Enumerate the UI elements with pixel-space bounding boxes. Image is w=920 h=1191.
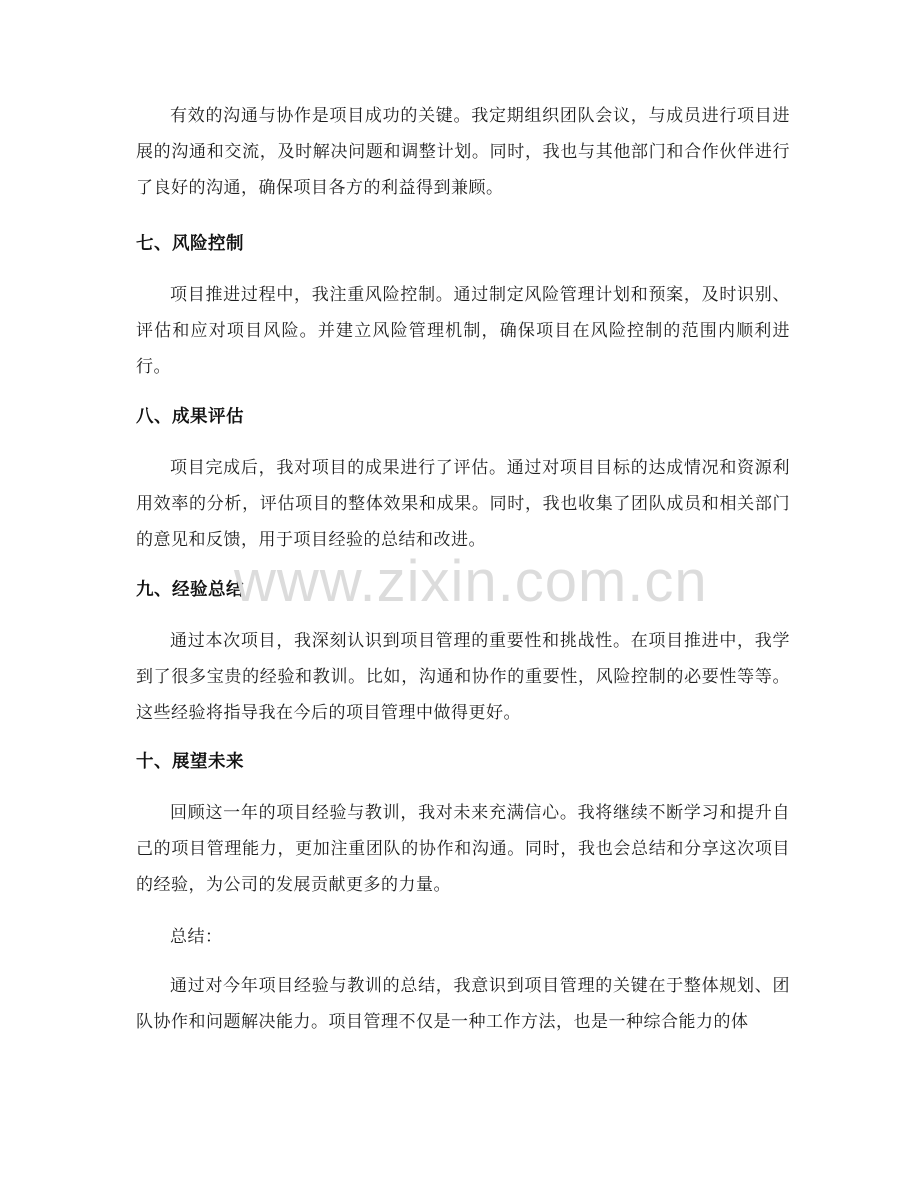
summary-label: 总结：	[170, 927, 223, 947]
risk-paragraph: 项目推进过程中，我注重风险控制。通过制定风险管理计划和预案，及时识别、评估和应对项目风险。并建立风险管理机制，确保项目在风险控制的范围内顺利进行。	[136, 285, 790, 377]
experience-heading: 九、经验总结	[136, 580, 244, 600]
summary-label-block	[136, 919, 790, 955]
summary-body	[136, 968, 790, 1040]
risk-section	[136, 229, 790, 259]
watermark: www.zixin.com.cn	[234, 549, 708, 614]
experience-paragraph: 通过本次项目，我深刻认识到项目管理的重要性和挑战性。在项目推进中，我学到了很多宝贵的经验和教训。比如，沟通和协作的重要性，风险控制的必要性等等。这些经验将指导我在今后的项目管理中做得更好。	[136, 631, 790, 723]
risk-heading: 七、风险控制	[136, 234, 244, 254]
outlook-section	[136, 747, 790, 777]
evaluation-heading: 八、成果评估	[136, 407, 244, 427]
summary-paragraph: 通过对今年项目经验与教训的总结，我意识到项目管理的关键在于整体规划、团队协作和问题解决能力。项目管理不仅是一种工作方法，也是一种综合能力的体	[136, 976, 790, 1032]
evaluation-paragraph: 项目完成后，我对项目的成果进行了评估。通过对项目目标的达成情况和资源利用效率的分析，评估项目的整体效果和成果。同时，我也收集了团队成员和相关部门的意见和反馈，用于项目经验的总结和改进。	[136, 458, 790, 550]
experience-section	[136, 575, 790, 605]
evaluation-body	[136, 450, 790, 558]
outlook-paragraph: 回顾这一年的项目经验与教训，我对未来充满信心。我将继续不断学习和提升自己的项目管理能力，更加注重团队的协作和沟通。同时，我也会总结和分享这次项目的经验，为公司的发展贡献更多的力量。	[136, 803, 790, 895]
outlook-heading: 十、展望未来	[136, 752, 244, 772]
communication-paragraph: 有效的沟通与协作是项目成功的关键。我定期组织团队会议，与成员进行项目进展的沟通和交流，及时解决问题和调整计划。同时，我也与其他部门和合作伙伴进行了良好的沟通，确保项目各方的利益得到兼顾。	[136, 106, 790, 198]
communication-section	[136, 98, 790, 206]
risk-body	[136, 277, 790, 385]
evaluation-section	[136, 402, 790, 432]
experience-body	[136, 623, 790, 731]
outlook-body	[136, 795, 790, 903]
